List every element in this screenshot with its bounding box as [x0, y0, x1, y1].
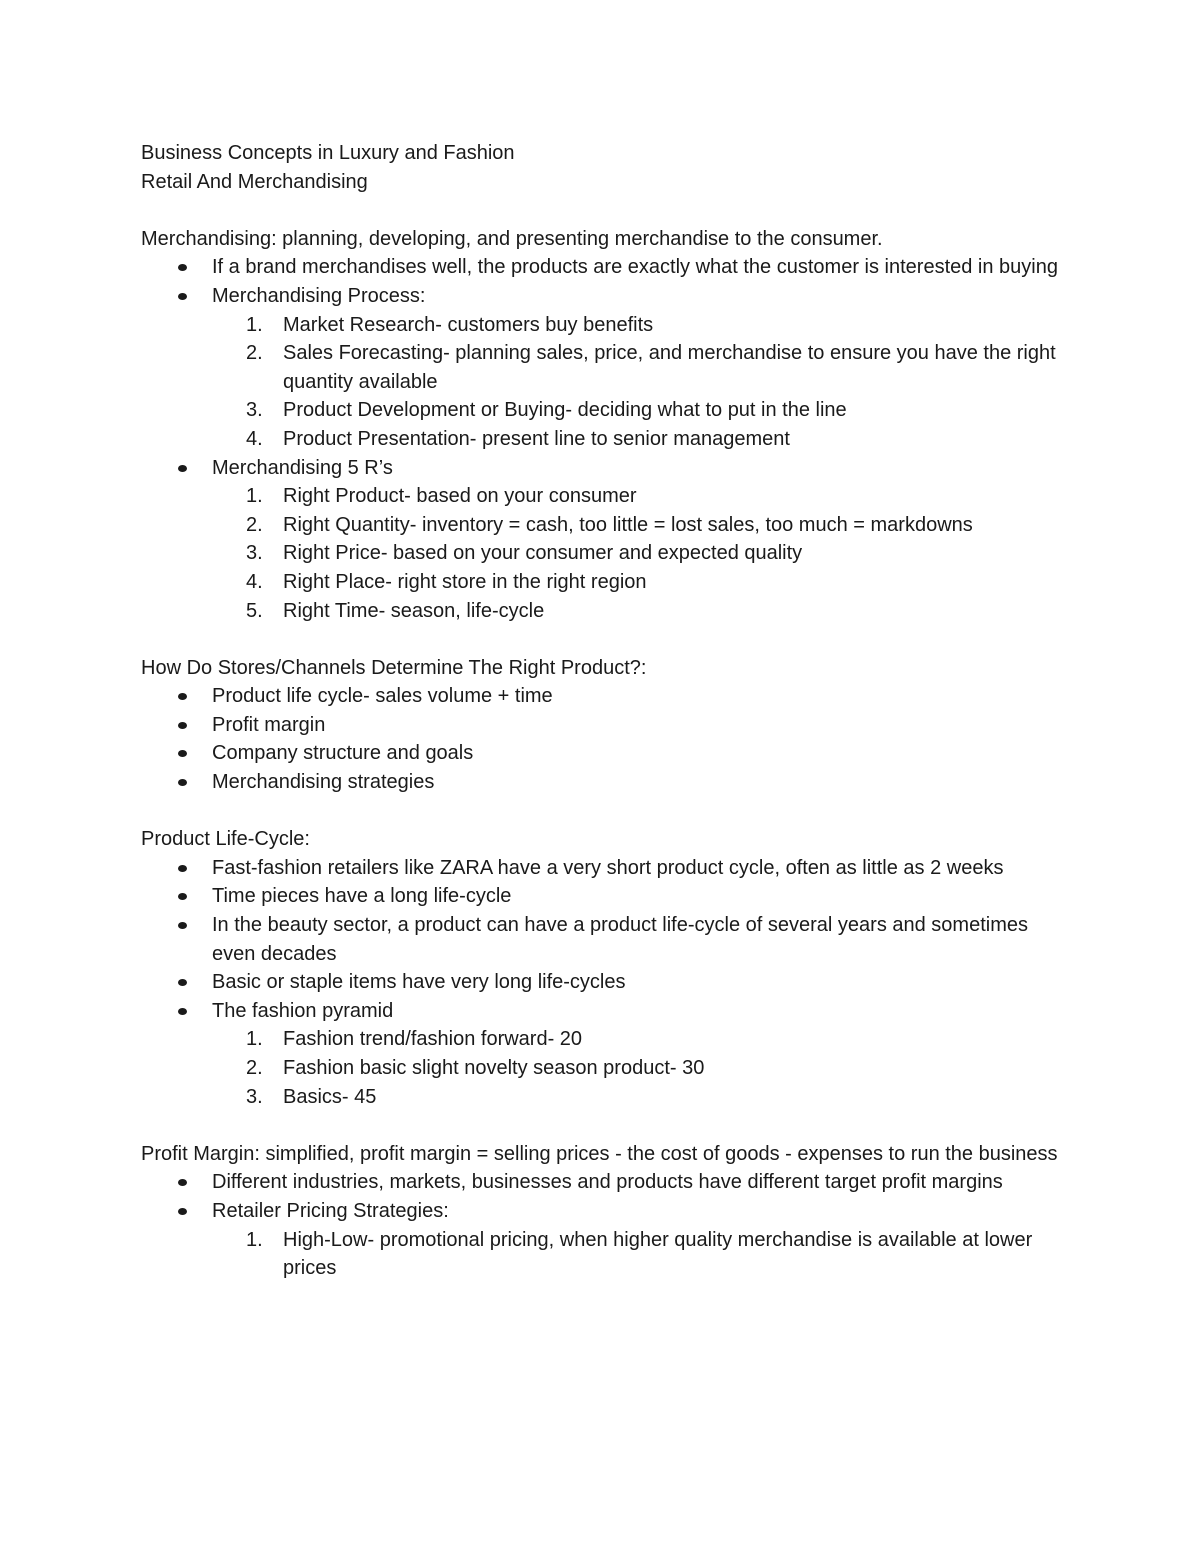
bullet-dot-icon — [178, 750, 187, 757]
bullet-text: Merchandising Process: — [212, 284, 426, 307]
item-number: 5. — [246, 599, 263, 622]
spacer — [141, 196, 1061, 225]
bullet-item — [212, 997, 1061, 1111]
item-number: 3. — [246, 542, 263, 565]
numbered-text: Product Presentation- present line to senior management — [283, 427, 790, 450]
bullet-text: Product life cycle- sales volume + time — [212, 685, 553, 708]
numbered-text: Fashion basic slight novelty season product- 30 — [283, 1057, 705, 1079]
numbered-item — [246, 482, 1061, 511]
section-right-product — [141, 654, 1061, 797]
section-heading: Product Life-Cycle: — [141, 828, 310, 851]
bullet-dot-icon — [178, 693, 187, 700]
numbered-text: Market Research- customers buy benefits — [283, 313, 654, 336]
bullet-dot-icon — [178, 979, 187, 986]
numbered-list — [212, 1226, 1061, 1283]
bullet-text: Different industries, markets, businesses and products have different target profit margins — [212, 1171, 1003, 1194]
numbered-text: Fashion trend/fashion forward- 20 — [283, 1028, 583, 1051]
bullet-dot-icon — [178, 865, 187, 872]
bullet-list — [141, 253, 1061, 625]
numbered-item — [246, 1226, 1061, 1283]
bullet-item — [212, 882, 1061, 911]
item-number: 1. — [246, 313, 263, 336]
numbered-item — [246, 511, 1061, 540]
numbered-item — [246, 597, 1061, 626]
bullet-list — [141, 854, 1061, 1111]
bullet-dot-icon — [178, 922, 187, 929]
bullet-item — [212, 739, 1061, 768]
item-number: 1. — [246, 1228, 263, 1251]
bullet-dot-icon — [178, 1179, 187, 1186]
bullet-dot-icon — [178, 1008, 187, 1015]
bullet-dot-icon — [178, 893, 187, 900]
item-number: 1. — [246, 485, 263, 508]
bullet-dot-icon — [178, 1208, 187, 1215]
bullet-item — [212, 768, 1061, 797]
bullet-item — [212, 282, 1061, 454]
item-number: 1. — [246, 1028, 263, 1051]
document-page — [141, 139, 1061, 1283]
section-heading: How Do Stores/Channels Determine The Right Product?: — [141, 656, 647, 679]
bullet-item — [212, 253, 1061, 282]
numbered-list — [212, 1025, 1061, 1111]
section-profit-margin — [141, 1140, 1061, 1283]
bullet-text: In the beauty sector, a product can have a product life-cycle of several years and sometimes even decades — [212, 914, 1028, 965]
bullet-text: Basic or staple items have very long life-cycles — [212, 971, 626, 994]
item-number: 2. — [246, 1057, 263, 1079]
bullet-dot-icon — [178, 293, 187, 300]
numbered-item — [246, 1025, 1061, 1054]
spacer — [141, 1111, 1061, 1140]
document-title: Business Concepts in Luxury and Fashion — [141, 142, 515, 164]
bullet-text: Merchandising 5 R’s — [212, 456, 393, 479]
item-number: 3. — [246, 1085, 263, 1108]
numbered-item — [246, 396, 1061, 425]
item-number: 4. — [246, 427, 263, 450]
bullet-item — [212, 854, 1061, 883]
bullet-item — [212, 1197, 1061, 1283]
section-heading: Merchandising: planning, developing, and presenting merchandise to the consumer. — [141, 227, 883, 250]
numbered-text: Right Quantity- inventory = cash, too little = lost sales, too much = markdowns — [283, 513, 973, 536]
numbered-text: Right Time- season, life-cycle — [283, 599, 545, 622]
bullet-text: Retailer Pricing Strategies: — [212, 1199, 449, 1222]
spacer — [141, 797, 1061, 826]
spacer — [141, 625, 1061, 654]
bullet-list — [141, 1168, 1061, 1282]
numbered-text: Product Development or Buying- deciding what to put in the line — [283, 399, 847, 422]
bullet-dot-icon — [178, 779, 187, 786]
item-number: 4. — [246, 570, 263, 593]
bullet-text: The fashion pyramid — [212, 999, 394, 1022]
numbered-item — [246, 311, 1061, 340]
numbered-list — [212, 482, 1061, 625]
section-merchandising — [141, 225, 1061, 625]
bullet-item — [212, 682, 1061, 711]
numbered-item — [246, 425, 1061, 454]
item-number: 3. — [246, 399, 263, 422]
item-number: 2. — [246, 513, 263, 536]
numbered-text: High-Low- promotional pricing, when higher quality merchandise is available at lower prices — [283, 1228, 1033, 1280]
bullet-text: Merchandising strategies — [212, 771, 435, 794]
bullet-text: Profit margin — [212, 713, 326, 736]
numbered-item — [246, 539, 1061, 568]
numbered-item — [246, 568, 1061, 597]
bullet-text: If a brand merchandises well, the products are exactly what the customer is interested in buying — [212, 256, 1058, 279]
bullet-item — [212, 1168, 1061, 1197]
bullet-text: Company structure and goals — [212, 742, 474, 765]
section-product-life-cycle — [141, 825, 1061, 1111]
bullet-dot-icon — [178, 264, 187, 271]
numbered-text: Right Product- based on your consumer — [283, 485, 637, 508]
bullet-dot-icon — [178, 465, 187, 472]
bullet-item — [212, 911, 1061, 968]
bullet-dot-icon — [178, 722, 187, 729]
numbered-item — [246, 1054, 1061, 1083]
bullet-list — [141, 682, 1061, 796]
bullet-item — [212, 454, 1061, 626]
section-heading: Profit Margin: simplified, profit margin = selling prices - the cost of goods - expenses to run the business — [141, 1142, 1058, 1165]
numbered-item — [246, 339, 1061, 396]
bullet-item — [212, 968, 1061, 997]
bullet-item — [212, 711, 1061, 740]
bullet-text: Time pieces have a long life-cycle — [212, 885, 512, 908]
bullet-text: Fast-fashion retailers like ZARA have a very short product cycle, often as little as 2 weeks — [212, 856, 1004, 879]
numbered-text: Sales Forecasting- planning sales, price, and merchandise to ensure you have the right quantity available — [283, 342, 1056, 393]
item-number: 2. — [246, 342, 263, 365]
numbered-text: Right Price- based on your consumer and expected quality — [283, 542, 803, 565]
document-subtitle: Retail And Merchandising — [141, 170, 368, 193]
numbered-text: Right Place- right store in the right region — [283, 570, 647, 593]
numbered-item — [246, 1083, 1061, 1112]
numbered-list — [212, 311, 1061, 454]
numbered-text: Basics- 45 — [283, 1085, 377, 1108]
